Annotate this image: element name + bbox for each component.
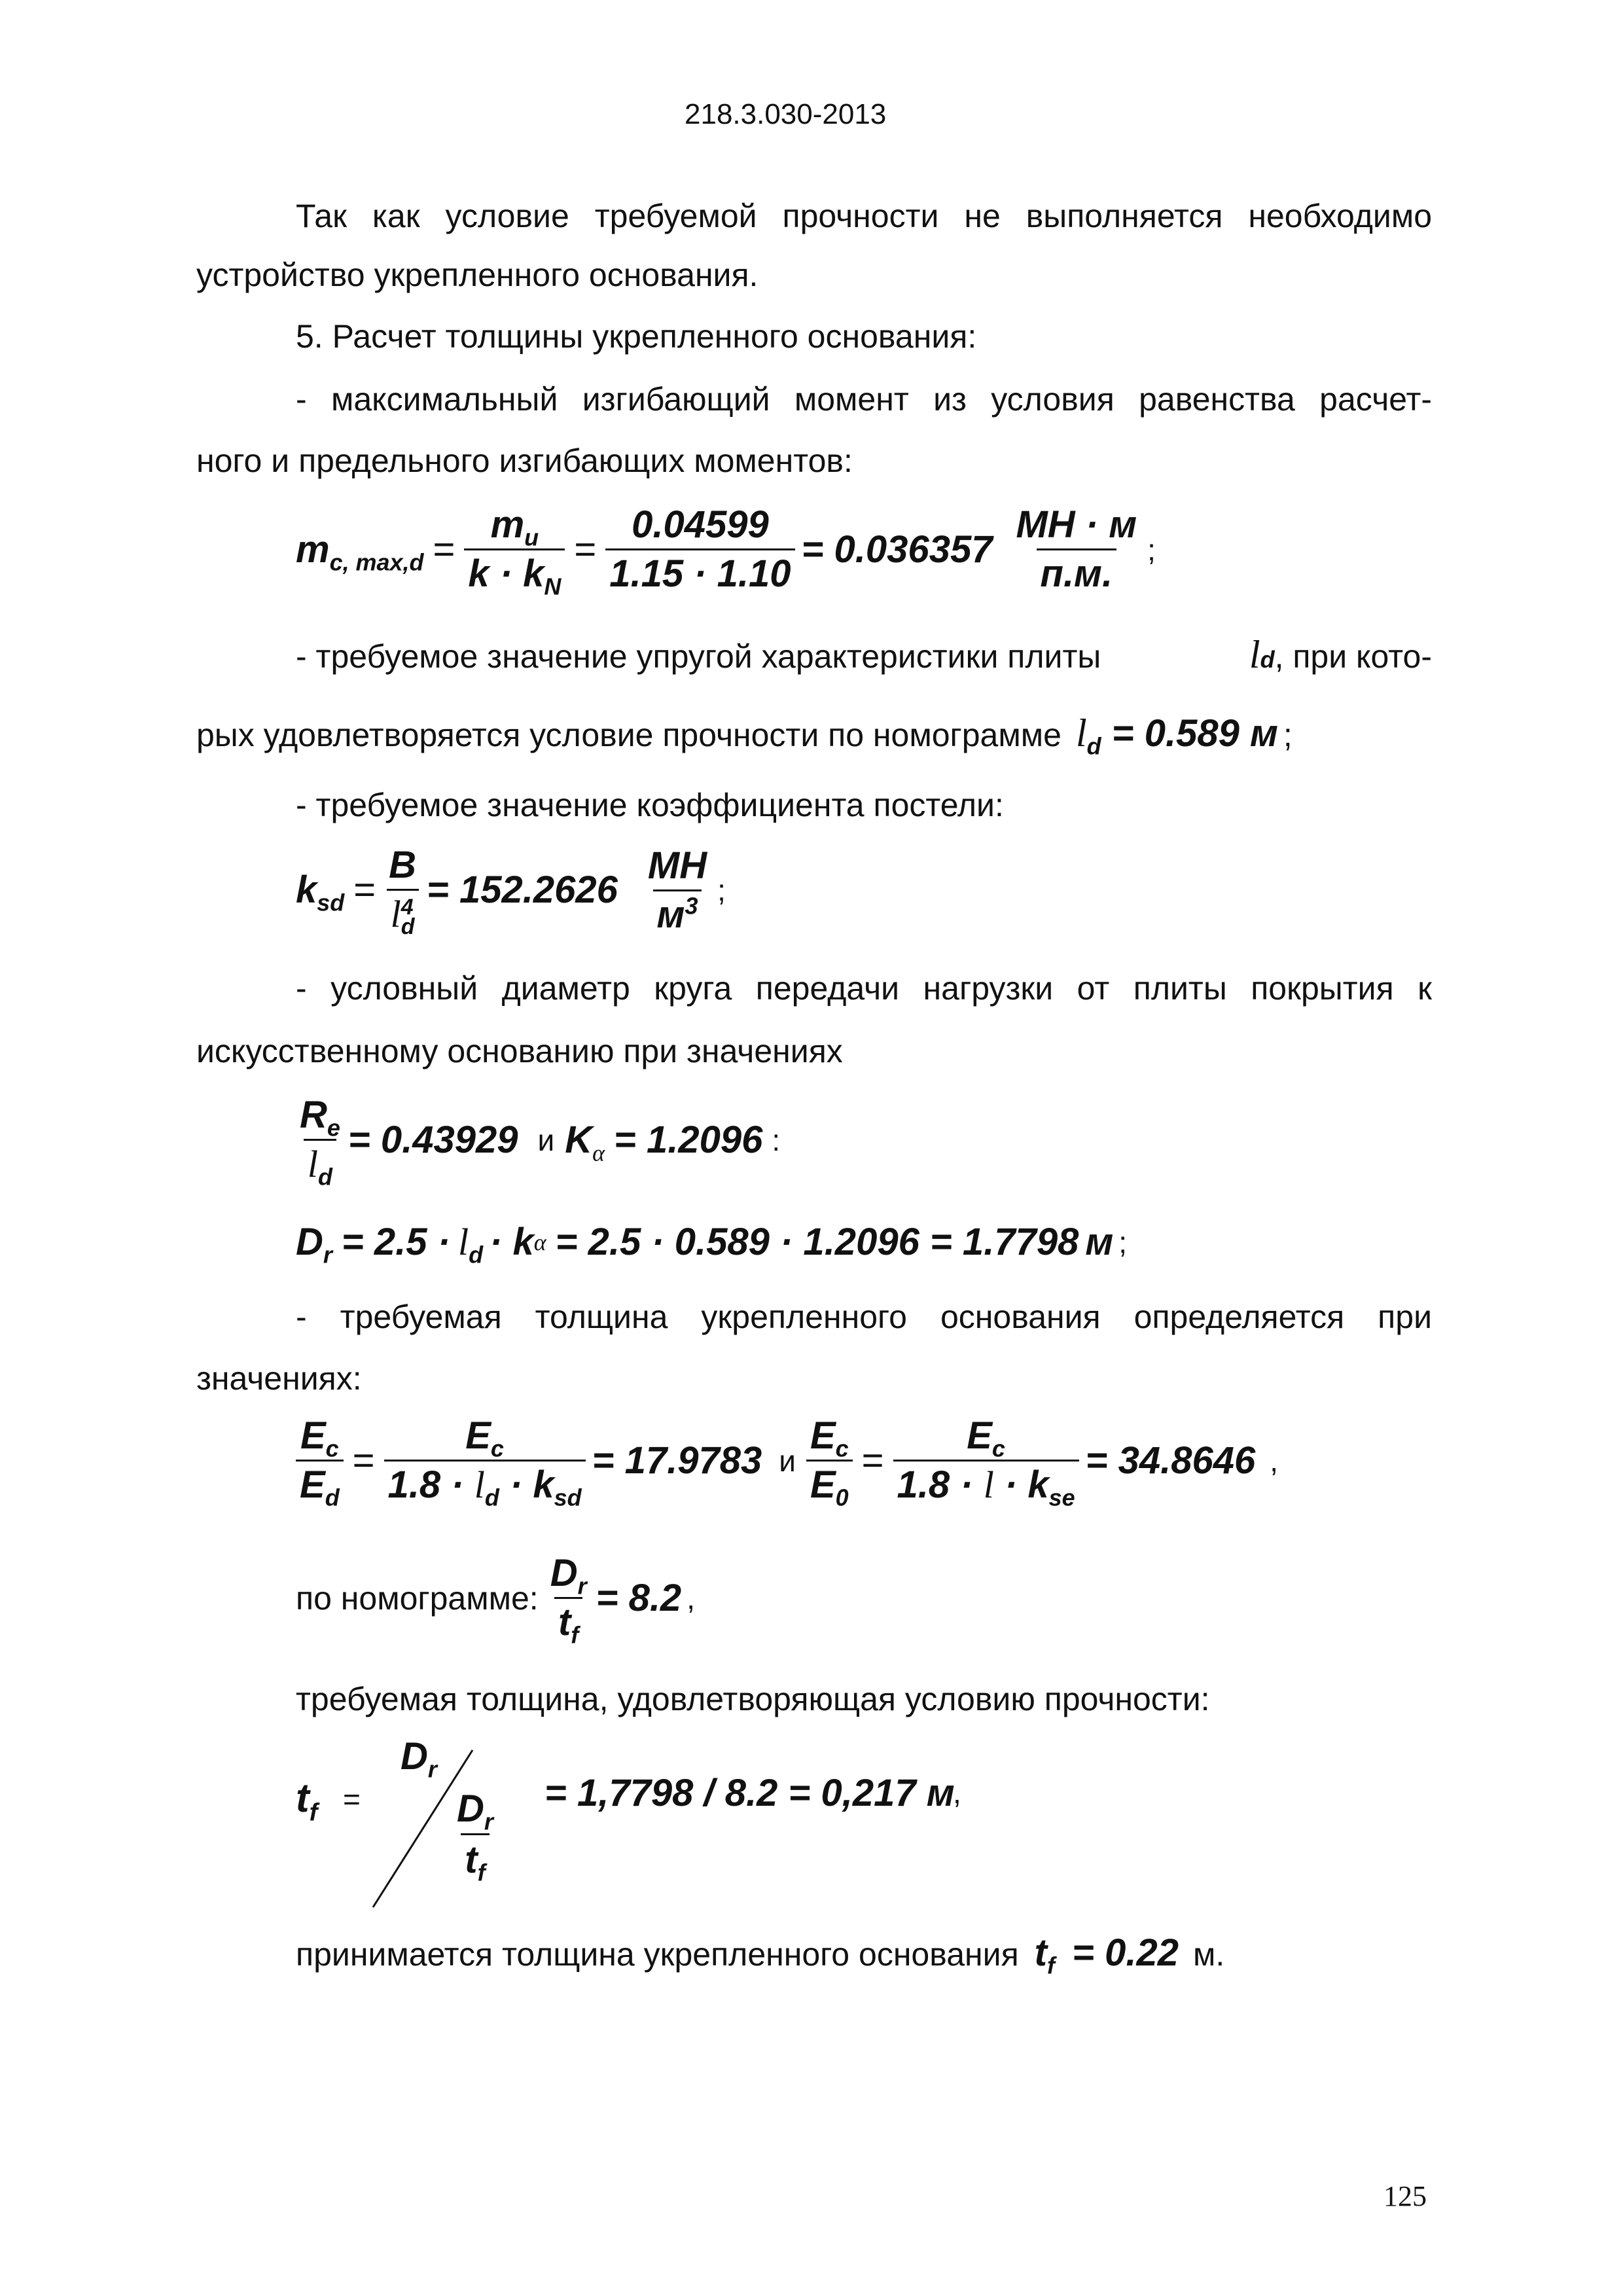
unit-fraction: $\frac{МН}{м^3}$ <box>647 844 707 936</box>
section-heading: 5. Расчет толщины укрепленного основания: <box>296 318 977 355</box>
formula-thickness: $t_f$ = $D_r$ $\frac{D_r}{t_f}$ = 1,7798 / 8.2 = 0,217 м , <box>296 1734 1081 1911</box>
document-code-header: 218.3.030-2013 <box>685 98 887 130</box>
fraction: $\frac{m_u}{k \cdot k_N}$ <box>464 504 565 595</box>
fraction: $\frac{E_c}{E_d}$ <box>296 1415 344 1506</box>
fraction: $\frac{R_e}{l_d}$ <box>300 1094 340 1191</box>
formula-ld-value: $l_d = 0.589$ м <box>1075 711 1278 760</box>
formula-final-thickness: $t_f = 0.22$ <box>1034 1931 1179 1979</box>
formula-nomogram: по номограмме: $\frac{D_r}{t_f}$ = 8.2 , <box>296 1552 695 1649</box>
paragraph-line: - условный диаметр круга передачи нагрузки от плиты покрытия к <box>296 970 1432 1007</box>
paragraph-line: - требуемое значение коэффициента постели: <box>296 787 1004 823</box>
fraction: $\frac{E_c}{E_0}$ <box>806 1415 853 1506</box>
paragraph-line: - максимальный изгибающий момент из условия равенства расчет- <box>296 381 1432 418</box>
formula-re-ratio: $\frac{R_e}{l_d}$ = 0.43929 и $K_\alpha$ = 1.2096 : <box>296 1094 780 1185</box>
fraction: $\frac{E_c}{1.8 \cdot l \cdot k_{se}}$ <box>893 1415 1079 1506</box>
fraction: $\frac{D_r}{t_f}$ <box>550 1552 587 1649</box>
fraction: B l 4 d <box>385 844 420 937</box>
formula-max-moment: $m_{c, max,d}$ = $\frac{m_u}{k \cdot k_N}$ = $\frac{0.04599}{1.15 \cdot 1.10}$ = 0.036357 $\frac{МН \cdot м}{п.м.}$ ; <box>296 503 1156 600</box>
paragraph-line: принимается толщина укрепленного основания $t_f = 0.22$ м. <box>296 1931 1225 1979</box>
paragraph-line: - требуемая толщина укрепленного основания определяется при <box>296 1299 1432 1335</box>
paragraph-line: требуемая толщина, удовлетворяющая условию прочности: <box>296 1681 1210 1717</box>
paragraph-line: Так как условие требуемой прочности не выполняется необходимо <box>296 198 1432 234</box>
formula-load-diameter: $D_r$ = 2.5 · $l_d$ · k α = 2.5 · 0.589 · 1.2096 = 1.7798 м ; <box>296 1221 1128 1268</box>
paragraph-line: рых удовлетворяется условие прочности по номограмме $l_d = 0.589$ м ; <box>196 711 1293 760</box>
formula-subgrade-coefficient: $k_{sd}$ = B l 4 d = 152.2626 $\frac{МН}{м^3}$ ; <box>296 844 726 939</box>
paragraph-line: искусственному основанию при значениях <box>196 1033 843 1069</box>
unit-fraction: $\frac{МН \cdot м}{п.м.}$ <box>1016 503 1137 595</box>
paragraph-line: значениях: <box>196 1360 362 1397</box>
fraction: $\frac{0.04599}{1.15 \cdot 1.10}$ <box>605 504 794 595</box>
fraction: $\frac{D_r}{t_f}$ <box>457 1787 493 1886</box>
page-number: 125 <box>1383 2180 1427 2212</box>
paragraph-line: ного и предельного изгибающих моментов: <box>196 442 853 479</box>
formula-modulus-ratios: $\frac{E_c}{E_d}$ = $\frac{E_c}{1.8 \cdot l_d \cdot k_{sd}}$ = 17.9783 и $\frac{E_c}{E_0}$ = $\frac{E_c}{1.8 \cdot l \cdot k_{se}}$ = 34.8646 , <box>296 1415 1278 1506</box>
paragraph-line: устройство укрепленного основания. <box>196 257 758 293</box>
fraction: $\frac{E_c}{1.8 \cdot l_d \cdot k_{sd}}$ <box>384 1415 586 1506</box>
paragraph-line: - требуемое значение упругой характеристики плиты l d , при кото- <box>296 633 1432 676</box>
